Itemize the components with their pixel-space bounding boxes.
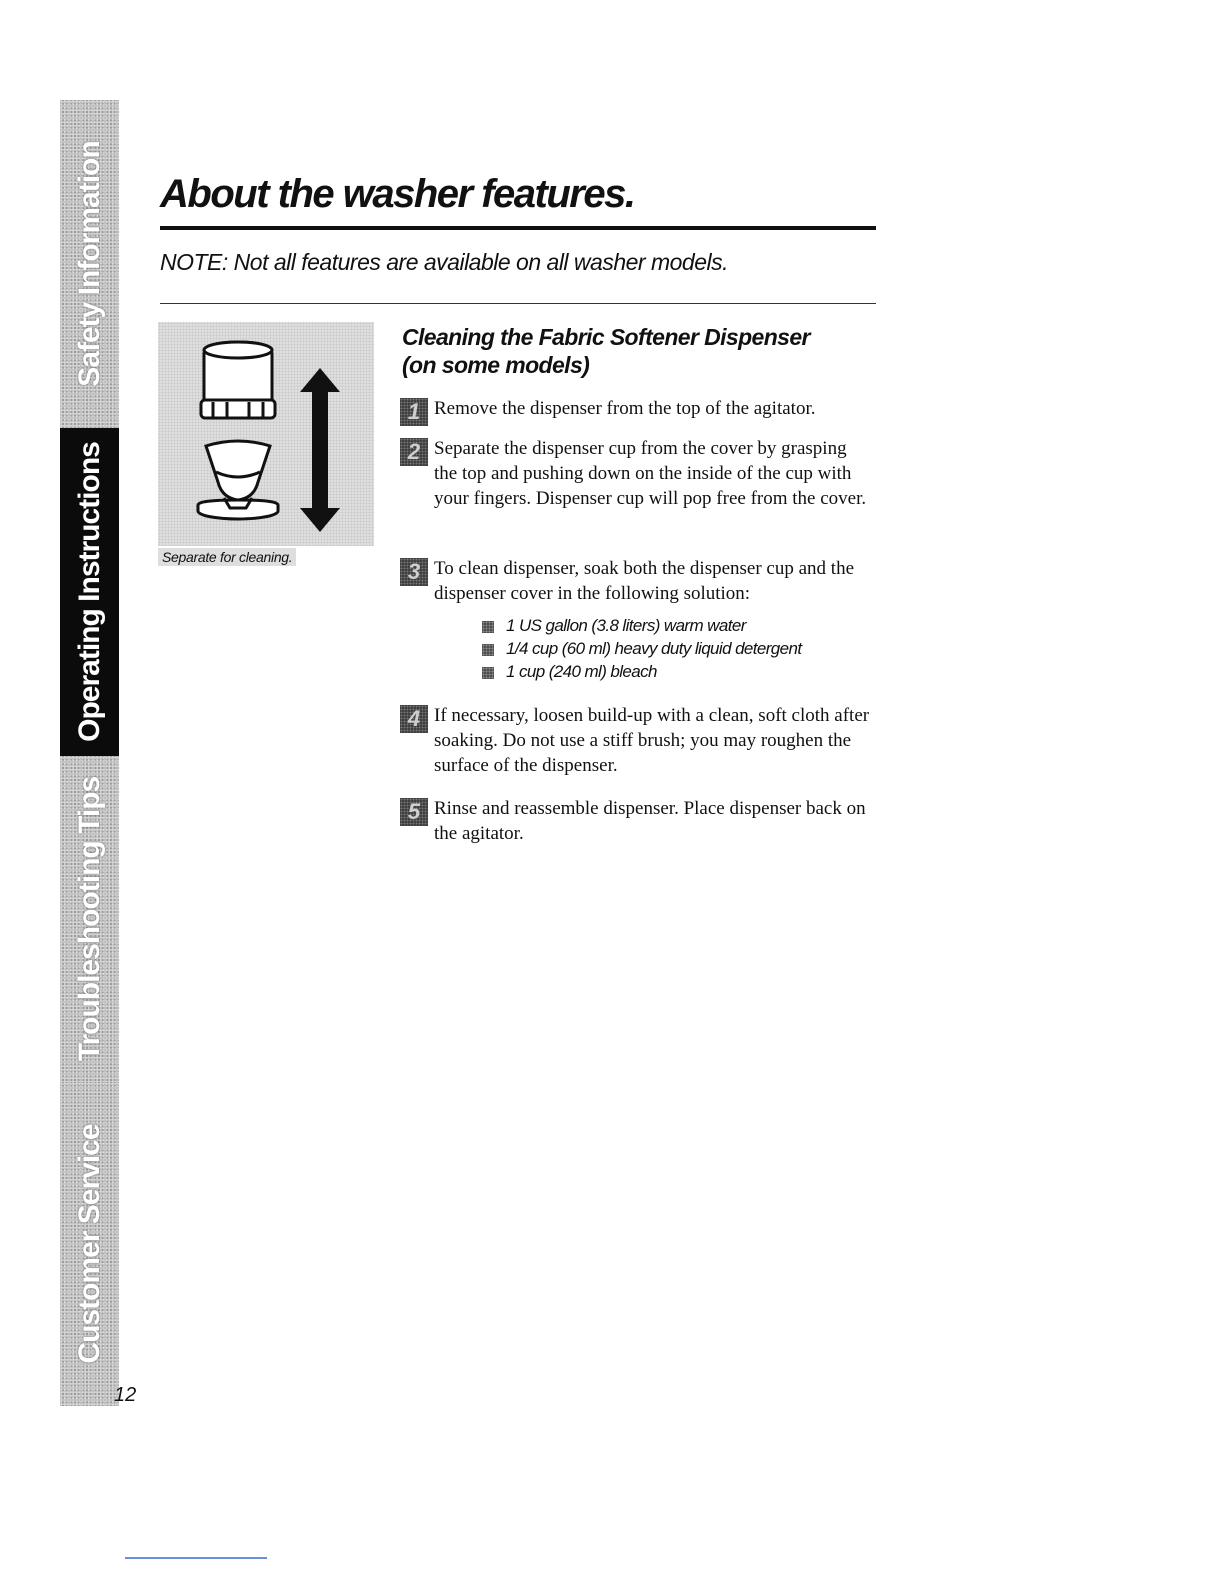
- footer-line: [125, 1557, 267, 1559]
- square-bullet-icon: [482, 621, 494, 633]
- solution-list: [482, 616, 802, 685]
- side-tab-operating-instructions[interactable]: [60, 428, 119, 756]
- section-heading-line1: Cleaning the Fabric Softener Dispenser: [402, 324, 810, 350]
- step-5: [400, 796, 870, 846]
- note-text: NOTE: Not all features are available on all washer models.: [160, 249, 729, 275]
- section-heading-line2: (on some models): [402, 352, 590, 378]
- step-number-badge: 2: [400, 438, 428, 466]
- list-item-text: 1 cup (240 ml) bleach: [506, 662, 657, 681]
- list-item-text: 1/4 cup (60 ml) heavy duty liquid detergent: [506, 639, 802, 658]
- side-tab-safety-information[interactable]: [60, 100, 119, 428]
- step-text: Rinse and reassemble dispenser. Place dispenser back on the agitator.: [434, 798, 866, 844]
- side-tab-troubleshooting-tips[interactable]: [60, 756, 119, 1082]
- step-text: To clean dispenser, soak both the dispenser cup and the dispenser cover in the following solution:: [434, 558, 855, 604]
- dispenser-cover-icon: [201, 342, 275, 418]
- double-arrow-icon: [300, 368, 340, 532]
- dispenser-illustration: [158, 322, 374, 546]
- side-tab-label: Safety Information: [72, 141, 106, 387]
- list-item: [482, 662, 802, 685]
- side-tab-customer-service[interactable]: [60, 1082, 119, 1406]
- page-title: About the washer features.: [160, 172, 635, 216]
- list-item: [482, 639, 802, 662]
- step-2: [400, 436, 870, 511]
- section-divider: [160, 303, 876, 304]
- list-item-text: 1 US gallon (3.8 liters) warm water: [506, 616, 746, 635]
- page-number: 12: [114, 1384, 137, 1406]
- list-item: [482, 616, 802, 639]
- figure-caption: Separate for cleaning.: [158, 548, 296, 566]
- title-rule: [160, 226, 876, 230]
- step-number-badge: 3: [400, 558, 428, 586]
- side-tab-bar: [60, 100, 119, 1406]
- step-number-badge: 5: [400, 798, 428, 826]
- side-tab-label: Customer Service: [72, 1124, 106, 1364]
- step-1: [400, 396, 870, 424]
- side-tab-label: Operating Instructions: [72, 442, 106, 742]
- step-3: [400, 556, 870, 606]
- step-4: [400, 703, 870, 778]
- step-number-badge: 4: [400, 705, 428, 733]
- step-text: Separate the dispenser cup from the cover by grasping the top and pushing down on the inside of the cup with your fingers. Dispenser cup will pop free from the cover.: [434, 438, 867, 509]
- square-bullet-icon: [482, 667, 494, 679]
- step-text: Remove the dispenser from the top of the agitator.: [434, 398, 816, 419]
- step-number-badge: 1: [400, 398, 428, 426]
- side-tab-label: Troubleshooting Tips: [72, 776, 106, 1062]
- step-text: If necessary, loosen build-up with a clean, soft cloth after soaking. Do not use a stiff brush; you may roughen the surface of the dispenser.: [434, 705, 870, 776]
- dispenser-cup-icon: [198, 441, 278, 519]
- section-heading: [402, 323, 810, 379]
- square-bullet-icon: [482, 644, 494, 656]
